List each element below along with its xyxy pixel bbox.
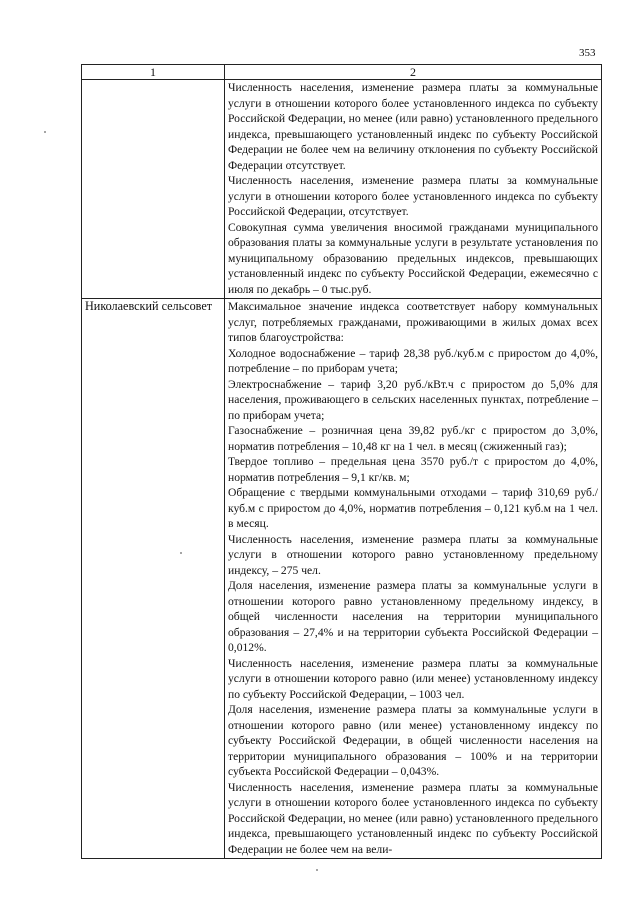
page-number: 353 (579, 47, 596, 59)
paragraph: Твердое топливо – предельная цена 3570 руб./т с приростом до 4,0%, норматив потребления – 9,1 кг/кв. м; (228, 455, 598, 484)
paragraph: Численность населения, изменение размера платы за коммунальные услуги в отношении которого равно установленному предельному индексу, – 275 чел. (228, 532, 598, 577)
scan-speck (44, 131, 46, 133)
paragraph: Обращение с твердыми коммунальными отходами – тариф 310,69 руб./куб.м с приростом до 4,0%, норматив потребления – 0,121 куб.м на 1 чел. в месяц. (228, 486, 598, 530)
paragraph: Доля населения, изменение размера платы за коммунальные услуги в отношении которого равно (или менее) установленному индексу по субъекту Российской Федерации, в общей численности населения на территории муниципального образования – 100% и на территории субъекта Российской Федерации – 0,043%. (228, 703, 598, 778)
table-row (82, 299, 602, 859)
paragraph: Численность населения, изменение размера платы за коммунальные услуги в отношении которого более установленного индекса по субъекту Российской Федерации, но менее (или равно) установленного предельного индекса, превышающего установленный индекс по субъекту Российской Федерации не более чем на величину отклонения по субъекту Российской Федерации отсутствует. (228, 81, 598, 172)
paragraph: Численность населения, изменение размера платы за коммунальные услуги в отношении которого более установленного индекса по субъекту Российской Федерации, отсутствует. (228, 174, 598, 218)
paragraph: Доля населения, изменение размера платы за коммунальные услуги в отношении которого равно установленному предельному индексу, в общей численности населения на территории муниципального образования – 27,4% и на территории субъекта Российской Федерации – 0,012%. (228, 579, 598, 654)
municipality-cell: Николаевский сельсовет (82, 299, 225, 859)
column-header-1: 1 (82, 65, 225, 80)
paragraph: Максимальное значение индекса соответствует набору коммунальных услуг, потребляемых гражданами, проживающими в жилых домах всех типов благоустройства: (228, 300, 598, 344)
municipality-cell (82, 80, 225, 299)
scan-speck (316, 869, 318, 871)
description-cell (225, 80, 602, 299)
table-header-row (82, 65, 602, 80)
paragraph: Численность населения, изменение размера платы за коммунальные услуги в отношении которого более установленного индекса по субъекту Российской Федерации, но менее (или равно) установленного предельного индекса, превышающего установленный индекс по субъекту Российской Федерации не более чем на вели- (228, 780, 598, 856)
document-table (81, 64, 602, 859)
paragraph: Холодное водоснабжение – тариф 28,38 руб./куб.м с приростом до 4,0%, потребление – по приборам учета; (228, 346, 598, 375)
column-header-2: 2 (225, 65, 602, 80)
paragraph: Численность населения, изменение размера платы за коммунальные услуги в отношении которого равно (или менее) установленному индексу по субъекту Российской Федерации, – 1003 чел. (228, 656, 598, 701)
scan-speck (180, 552, 182, 554)
paragraph: Электроснабжение – тариф 3,20 руб./кВт.ч с приростом до 5,0% для населения, проживающего в сельских населенных пунктах, потребление – по приборам учета; (228, 377, 598, 422)
paragraph: Газоснабжение – розничная цена 39,82 руб./кг с приростом до 3,0%, норматив потребления – 10,48 кг на 1 чел. в месяц (сжиженный газ); (228, 424, 598, 453)
description-cell (225, 299, 602, 859)
table-row (82, 80, 602, 299)
paragraph: Совокупная сумма увеличения вносимой гражданами муниципального образования платы за коммунальные услуги в результате установления по муниципальному образованию предельных индексов, превышающих установленный индекс по субъекту Российской Федерации, ежемесячно с июля по декабрь – 0 тыс.руб. (228, 220, 598, 296)
